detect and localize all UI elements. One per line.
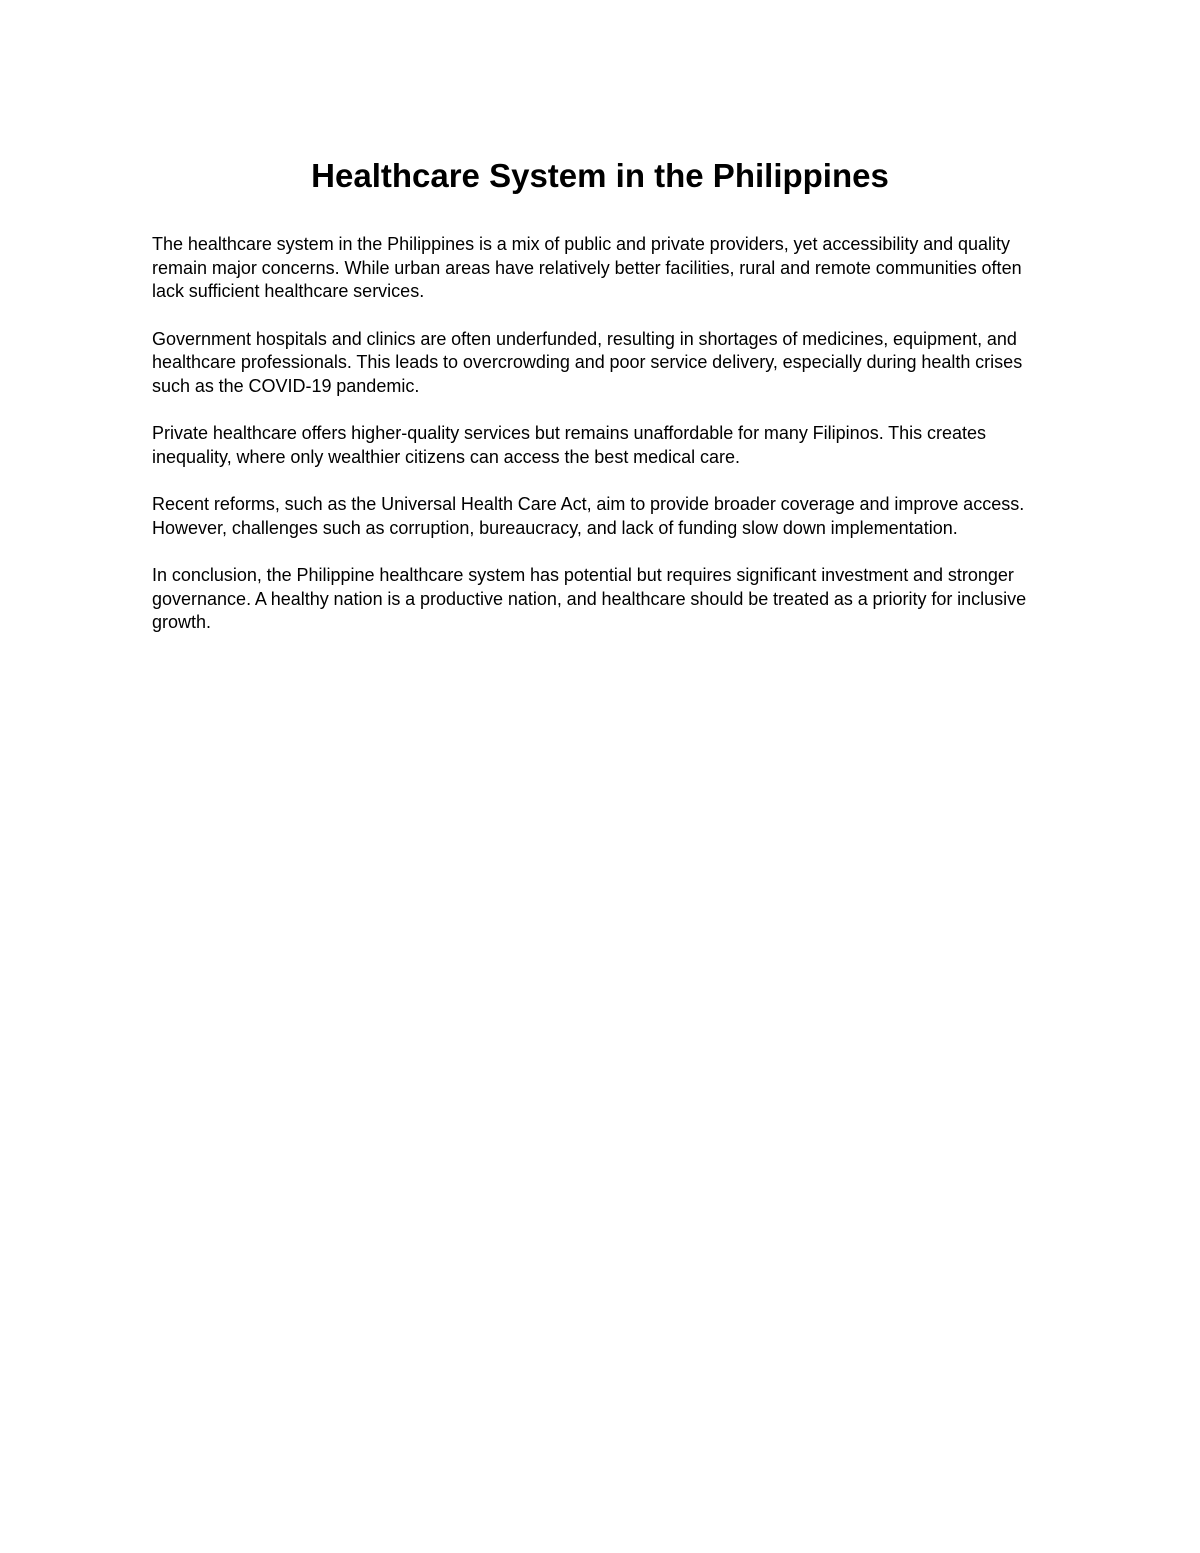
paragraph-intro: The healthcare system in the Philippines is a mix of public and private providers, yet accessibility and quality remain major concerns. While urban areas have relatively better facilities, rural and remote communities often lack sufficient healthcare services. — [152, 234, 1022, 301]
paragraph-government-hospitals: Government hospitals and clinics are often underfunded, resulting in shortages of medicines, equipment, and healthcare professionals. This leads to overcrowding and poor service delivery, especially during health crises such as the COVID-19 pandemic. — [152, 328, 1023, 396]
paragraph-conclusion: In conclusion, the Philippine healthcare system has potential but requires significant investment and stronger governance. A healthy nation is a productive nation, and healthcare should be treated as a priority for inclusive growth. — [152, 565, 1027, 632]
paragraph-private-healthcare: Private healthcare offers higher-quality services but remains unaffordable for many Filipinos. This creates inequality, where only wealthier citizens can access the best medical care. — [152, 423, 987, 467]
paragraph-recent-reforms: Recent reforms, such as the Universal Health Care Act, aim to provide broader coverage and improve access. However, challenges such as corruption, bureaucracy, and lack of funding slow down implementation. — [152, 494, 1025, 538]
document-body — [152, 233, 1052, 659]
document-title: Healthcare System in the Philippines — [311, 157, 889, 194]
